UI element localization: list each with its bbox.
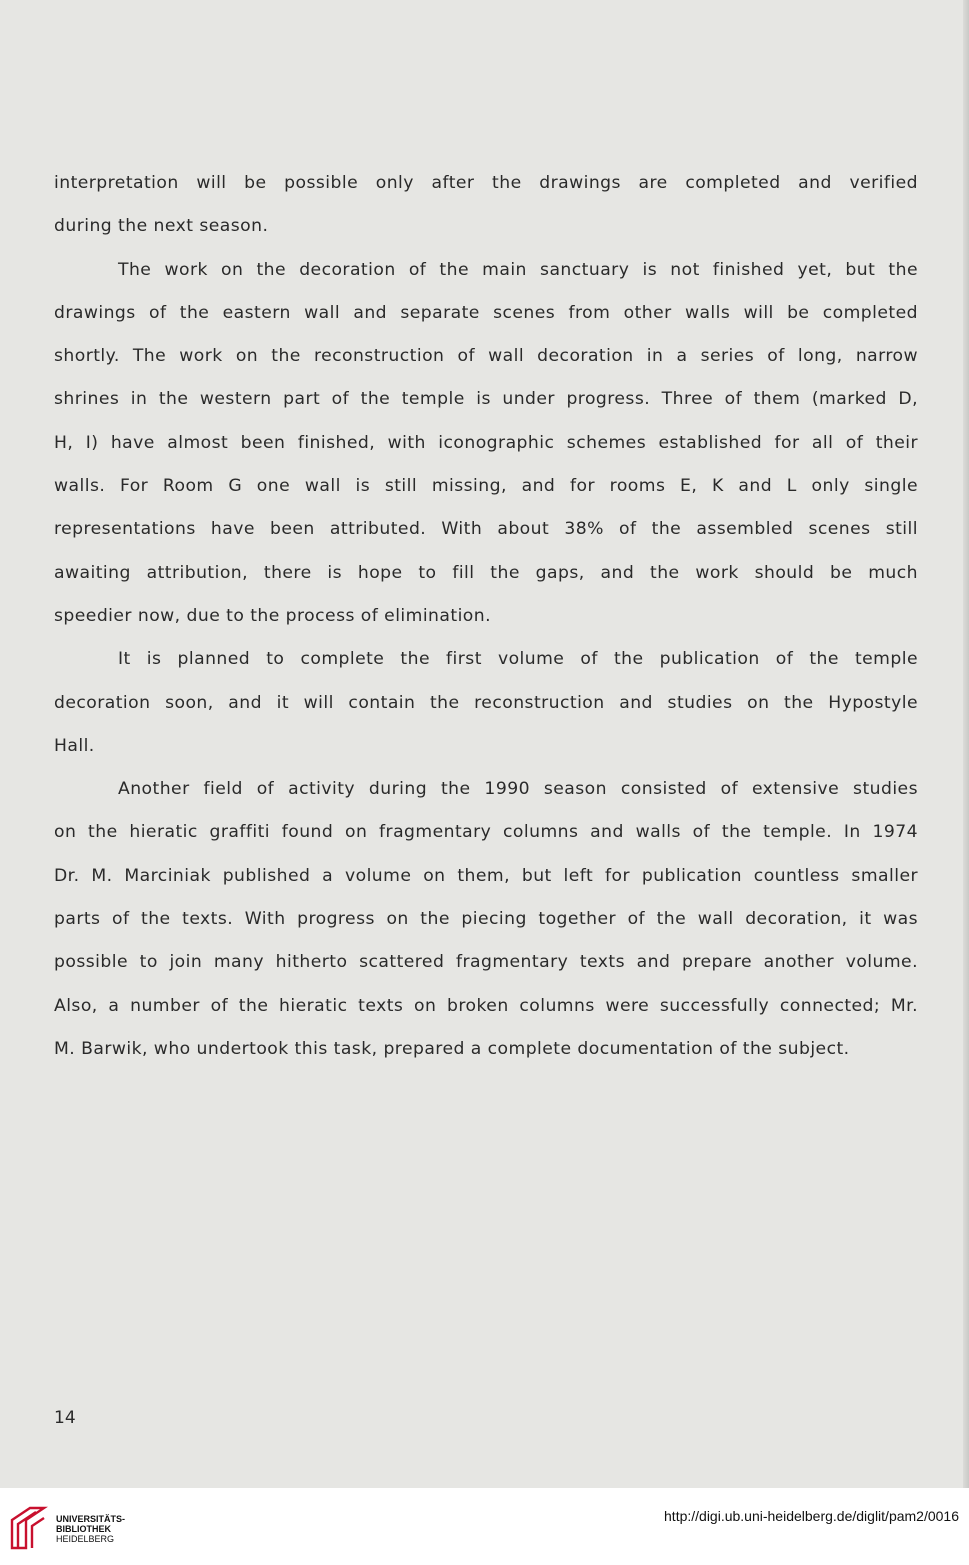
text-line: interpretation will be possible only after the drawings are completed and verified <box>54 173 918 193</box>
text-line: on the hieratic graffiti found on fragmentary columns and walls of the temple. In 1974 <box>54 822 918 843</box>
text-line: H, I) have almost been finished, with iconographic schemes established for all of their <box>54 432 918 453</box>
text-line: shortly. The work on the reconstruction of wall decoration in a series of long, narrow <box>54 346 918 367</box>
text-line: drawings of the eastern wall and separate scenes from other walls will be completed <box>54 302 918 323</box>
text-line: It is planned to complete the first volume of the publication of the temple <box>118 649 918 670</box>
permalink-url[interactable]: http://digi.ub.uni-heidelberg.de/diglit/pam2/0016 <box>664 1508 959 1524</box>
text-line: awaiting attribution, there is hope to fill the gaps, and the work should be much <box>54 562 918 583</box>
text-line: possible to join many hitherto scattered fragmentary texts and prepare another volume. <box>54 952 918 973</box>
text-line: speedier now, due to the process of elimination. <box>54 605 492 626</box>
page-edge-shadow <box>963 0 969 1488</box>
text-line: walls. For Room G one wall is still missing, and for rooms E, K and L only single <box>54 476 918 497</box>
text-line: The work on the decoration of the main sanctuary is not finished yet, but the <box>118 259 918 280</box>
text-line: Dr. M. Marciniak published a volume on them, but left for publication countless smaller <box>54 865 918 886</box>
library-logo-text <box>56 1514 125 1544</box>
library-logo-icon <box>8 1504 48 1550</box>
viewer-footer <box>0 1488 969 1565</box>
page-number: 14 <box>54 1408 76 1428</box>
text-line: Another field of activity during the 1990 season consisted of extensive studies <box>118 779 918 800</box>
text-line: shrines in the western part of the temple is under progress. Three of them (marked D, <box>54 389 918 410</box>
text-line: decoration soon, and it will contain the reconstruction and studies on the Hypostyle <box>54 692 918 713</box>
text-line: parts of the texts. With progress on the piecing together of the wall decoration, it was <box>54 909 918 930</box>
text-line: Also, a number of the hieratic texts on broken columns were successfully connected; Mr. <box>54 995 918 1016</box>
body-text <box>54 162 918 1071</box>
text-line: during the next season. <box>54 216 269 237</box>
logo-line-3: HEIDELBERG <box>56 1534 115 1544</box>
text-line: M. Barwik, who undertook this task, prepared a complete documentation of the subject. <box>54 1038 850 1059</box>
logo-line-1: UNIVERSITÄTS- <box>56 1514 126 1524</box>
text-line: Hall. <box>54 735 95 756</box>
text-line: representations have been attributed. With about 38% of the assembled scenes still <box>54 519 918 540</box>
logo-line-2: BIBLIOTHEK <box>56 1524 111 1534</box>
